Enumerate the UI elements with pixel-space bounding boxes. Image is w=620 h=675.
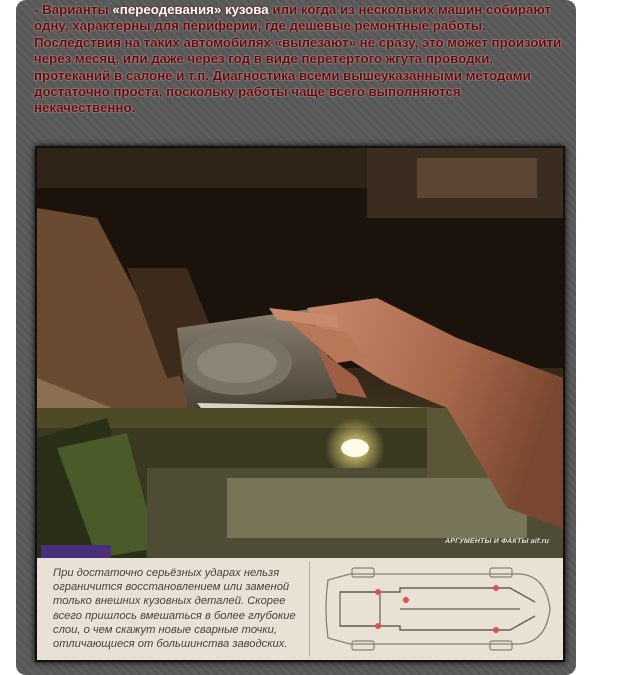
caption-tab xyxy=(41,545,111,558)
frame-rail-bottom xyxy=(340,616,535,630)
car-frame-svg xyxy=(310,562,560,656)
article-prefix: - Варианты xyxy=(34,2,113,17)
weld-point xyxy=(375,623,381,629)
weld-point xyxy=(375,589,381,595)
photo-frame xyxy=(35,146,565,662)
weld-point xyxy=(493,585,499,591)
undercarriage-photo xyxy=(37,148,563,558)
wheel-front-left xyxy=(352,568,374,577)
weld-point xyxy=(403,597,409,603)
weld-point xyxy=(493,627,499,633)
car-frame-diagram xyxy=(309,562,560,656)
photo-caption: При достаточно серьёзных ударах нельзя ограничится восстановлением или заменой только внешних кузовных деталей. Скорее всего пришлось вмешаться в более глубокие слои, о чем скажут новые сварные точки, отличающиеся от большинства заводских. xyxy=(53,567,296,651)
wheel-rear-left xyxy=(490,568,512,577)
frame-rail-top xyxy=(340,588,535,602)
article-paragraph xyxy=(34,2,564,117)
photo-watermark: АРГУМЕНТЫ И ФАКТЫ aif.ru xyxy=(444,538,550,545)
engine-bay xyxy=(340,592,380,626)
caption-box xyxy=(37,558,563,660)
article-body: или когда из нескольких машин собирают одну, характерны для периферии, где дешевые ремонтные работы. Последствия на таких автомобилях «вылезают» не сразу, это может произойти через месяц, или даже через год в виде перетёртого жгута проводки, протеканий в салоне и т.п. Диагностика всеми вышеуказанными методами достаточно проста, поскольку работы чаще всего выполняются некачественно. xyxy=(34,2,562,116)
article-highlight: «переодевания» кузова xyxy=(112,2,269,17)
photo-illustration xyxy=(37,148,563,558)
wheel-rear-right xyxy=(490,641,512,650)
wheel-front-right xyxy=(352,641,374,650)
content-panel xyxy=(16,0,576,675)
